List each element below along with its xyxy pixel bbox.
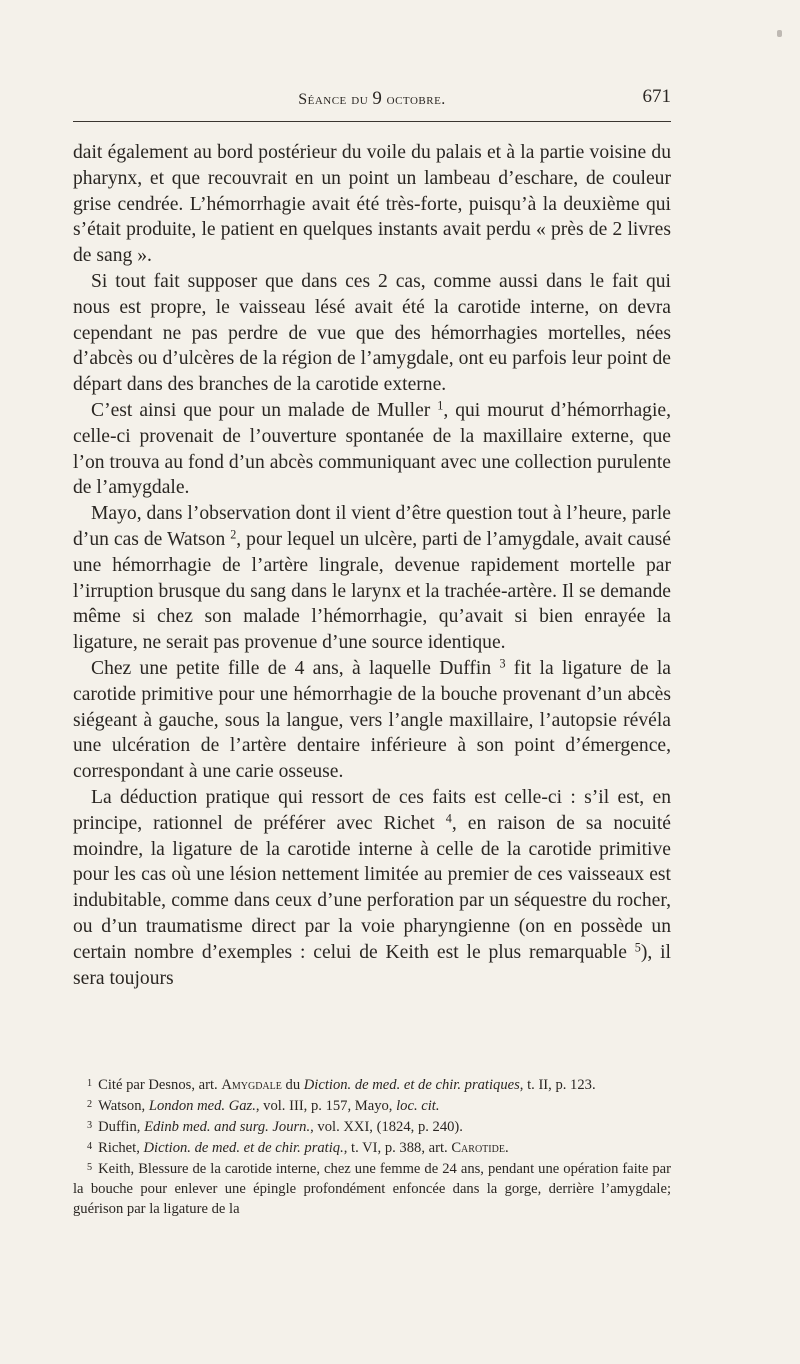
footnote-ref: 3 — [499, 656, 506, 671]
text-run: ), il sera toujours — [73, 941, 671, 989]
paragraph — [73, 656, 671, 785]
text-run: du — [281, 1077, 304, 1094]
text-run: Duffin, — [98, 1119, 145, 1136]
text-run: , t. II, p. 123. — [519, 1077, 596, 1094]
paragraph — [73, 269, 671, 398]
footnote-number: 4 — [87, 1141, 93, 1153]
text-run: , t. VI, p. 388, art. — [343, 1140, 452, 1157]
text-run: C’est ainsi que pour un malade de Muller — [91, 399, 438, 421]
text-run: fit la ligature de la carotide primitive pour une hémorrhagie de la bouche provenant d’un abcès siégeant à gauche, sous la langue, vers l’angle maxillaire, l’autopsie révéla une ulcération de l’artère dentaire inférieure à son point d’émergence, correspondant à une carie osseuse. — [73, 657, 671, 783]
italic-text: loc. cit. — [396, 1098, 440, 1115]
italic-text: London med. Gaz. — [148, 1098, 256, 1115]
body-text — [73, 140, 671, 991]
running-title-day: 9 — [372, 88, 383, 109]
text-run: , vol. III, p. 157, Mayo, — [255, 1098, 397, 1115]
footnotes — [73, 1074, 671, 1219]
italic-text: Diction. de med. et de chir. pratiq. — [143, 1140, 344, 1157]
footnote-number: 5 — [87, 1162, 93, 1174]
text-run: , pour lequel un ulcère, parti de l’amygdale, avait causé une hémorrhagie de l’artère lingrale, devenue rapidement mortelle par l’irruption brusque du sang dans le larynx et la trachée-artère. Il se demande même si chez son malade l’hémorrhagie, qu’avait si bien enrayée la ligature, ne serait pas provenue d’une source identique. — [73, 528, 671, 654]
page-number: 671 — [642, 86, 671, 107]
running-title-before: Séance du — [298, 91, 369, 108]
running-title-after: octobre. — [386, 91, 446, 108]
text-run: Si tout fait supposer que dans ces 2 cas, comme aussi dans le fait qui nous est propre, le vaisseau lésé avait été la carotide interne, on devra cependant ne pas perdre de vue que des hémorrhagies mortelles, nées d’abcès ou d’ulcères de la région de l’amygdale, ont eu parfois leur point de départ dans des branches de la carotide externe. — [73, 270, 671, 396]
text-run: La déduction pratique qui ressort de ces faits est celle-ci : s’il est, en principe, rationnel de préférer avec Richet — [73, 786, 671, 834]
header-rule — [73, 121, 671, 122]
paragraph — [73, 785, 671, 991]
footnote — [73, 1116, 671, 1137]
footnote — [73, 1095, 671, 1116]
text-run: Cité par Desnos, art. — [98, 1077, 222, 1094]
paragraph — [73, 140, 671, 269]
paper-speck — [777, 30, 782, 37]
footnote — [73, 1074, 671, 1095]
footnote-ref: 1 — [437, 398, 444, 413]
text-run: dait également au bord postérieur du voile du palais et à la partie voisine du pharynx, et que recouvrait en un point un lambeau d’eschare, de couleur grise cendrée. L’hémorrhagie avait été très-forte, puisqu’à la deuxième qui s’était produite, le patient en quelques instants avait perdu « près de 2 livres de sang ». — [73, 142, 671, 267]
footnote-ref: 4 — [445, 811, 452, 826]
paragraph — [73, 398, 671, 501]
text-run: Watson, — [98, 1098, 149, 1115]
italic-text: Edinb med. and surg. Journ. — [144, 1119, 311, 1136]
text-run: , en raison de sa nocuité moindre, la ligature de la carotide interne à celle de la carotide primitive pour les cas où une lésion nettement limitée au premier de ces vaisseaux est indubitable, comme dans ceux d’une perforation par un séquestre du rocher, ou d’un traumatisme direct par la voie pharyngienne (on en possède un certain nombre d’exemples : celui de Keith est le plus remarquable — [73, 812, 671, 963]
running-title — [73, 88, 671, 110]
footnote-number: 3 — [87, 1120, 93, 1132]
smallcaps-text: Carotide — [451, 1140, 505, 1157]
text-run: Richet, — [98, 1140, 144, 1157]
text-run: , vol. XXI, (1824, p. 240). — [310, 1119, 463, 1136]
text-run: Mayo, dans l’observation dont il vient d’être question tout à l’heure, parle d’un cas de Watson — [73, 503, 671, 550]
paragraph — [73, 501, 671, 656]
footnote — [73, 1158, 671, 1219]
footnote-ref: 2 — [230, 527, 237, 542]
text-run: . — [504, 1140, 509, 1157]
italic-text: Diction. de med. et de chir. pratiques — [303, 1077, 520, 1094]
text-run: Chez une petite fille de 4 ans, à laquelle Duffin — [91, 657, 500, 679]
text-run: , qui mourut d’hémorrhagie, celle-ci provenait de l’ouverture spontanée de la maxillaire externe, que l’on trouva au fond d’un abcès communiquant avec une collection purulente de l’amygdale. — [73, 399, 671, 499]
smallcaps-text: Amygdale — [221, 1077, 282, 1094]
footnote-number: 1 — [87, 1078, 93, 1089]
footnote-ref: 5 — [634, 940, 641, 955]
text-run: Keith, Blessure de la carotide interne, chez une femme de 24 ans, pendant une opération faite par la bouche pour enlever une épingle profondément enfoncée dans la gorge, derrière l’amygdale; guérison par la ligature de la — [73, 1161, 671, 1218]
footnote — [73, 1137, 671, 1158]
page-header — [73, 84, 671, 112]
footnote-number: 2 — [87, 1099, 93, 1111]
